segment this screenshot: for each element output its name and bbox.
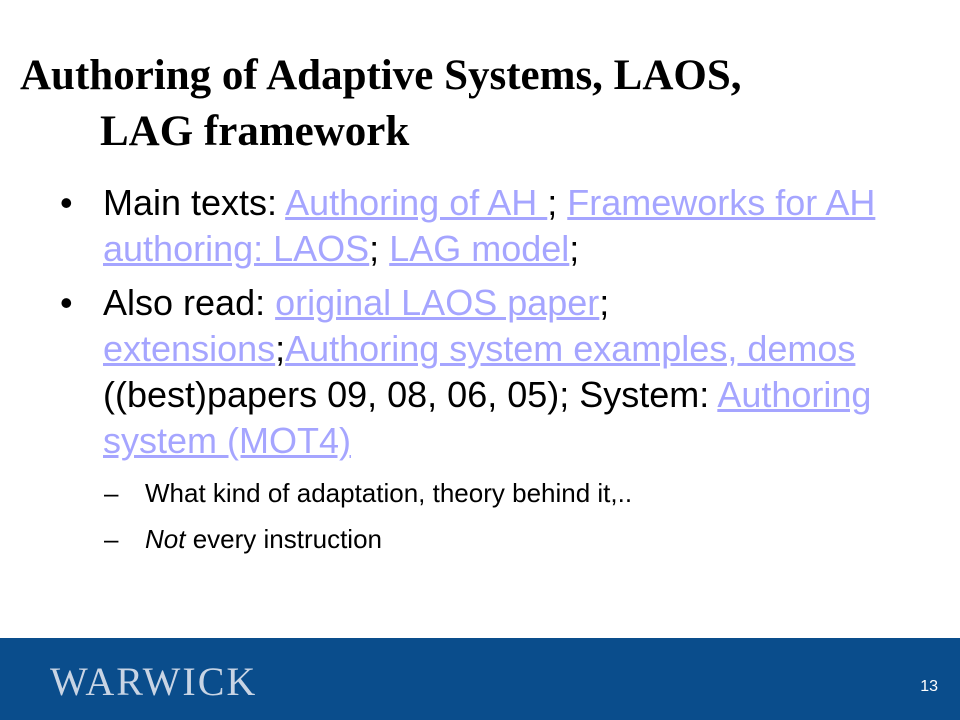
- link-authoring-of-ah[interactable]: Authoring of AH: [285, 182, 548, 223]
- subbullet-not-every: [60, 522, 940, 556]
- subbullet-text: What kind of adaptation, theory behind it,..: [145, 478, 633, 508]
- link-authoring-system-examples[interactable]: Authoring system examples, demos: [285, 328, 856, 369]
- bullet-dot: •: [60, 182, 73, 223]
- link-extensions[interactable]: extensions: [103, 328, 276, 369]
- bullet-lead: Also read:: [103, 282, 276, 323]
- separator: ;: [547, 182, 568, 223]
- link-authoring-system-mot4[interactable]: Authoring system (MOT4): [103, 374, 872, 461]
- link-frameworks-laos[interactable]: Frameworks for AH authoring: LAOS: [103, 182, 876, 269]
- link-lag-model[interactable]: LAG model: [389, 228, 570, 269]
- title-line-1: Authoring of Adaptive Systems, LAOS,: [20, 52, 742, 99]
- link-original-laos-paper[interactable]: original LAOS paper: [275, 282, 600, 323]
- bullet-middle-text: ((best)papers 09, 08, 06, 05); System:: [103, 374, 718, 415]
- subbullet-text: every instruction: [185, 524, 382, 554]
- subbullet-dash: –: [104, 478, 119, 508]
- warwick-logo: WARWICK: [50, 659, 258, 704]
- separator: ;: [275, 328, 286, 369]
- separator: ;: [599, 282, 610, 323]
- page-number: 13: [920, 678, 938, 695]
- subbullet-emph: Not: [145, 524, 186, 554]
- separator: ;: [569, 228, 580, 269]
- bullet-main-texts: [60, 180, 940, 272]
- separator: ;: [369, 228, 390, 269]
- bullet-dot: •: [60, 282, 73, 323]
- bullet-lead: Main texts:: [103, 182, 286, 223]
- footer-bar: [0, 638, 960, 720]
- title-line-2: LAG framework: [100, 108, 410, 155]
- bullet-also-read: [60, 280, 940, 464]
- slide-title: [20, 48, 940, 160]
- subbullet-dash: –: [104, 524, 119, 554]
- slide-body: [60, 180, 940, 568]
- subbullet-adaptation: [60, 476, 940, 510]
